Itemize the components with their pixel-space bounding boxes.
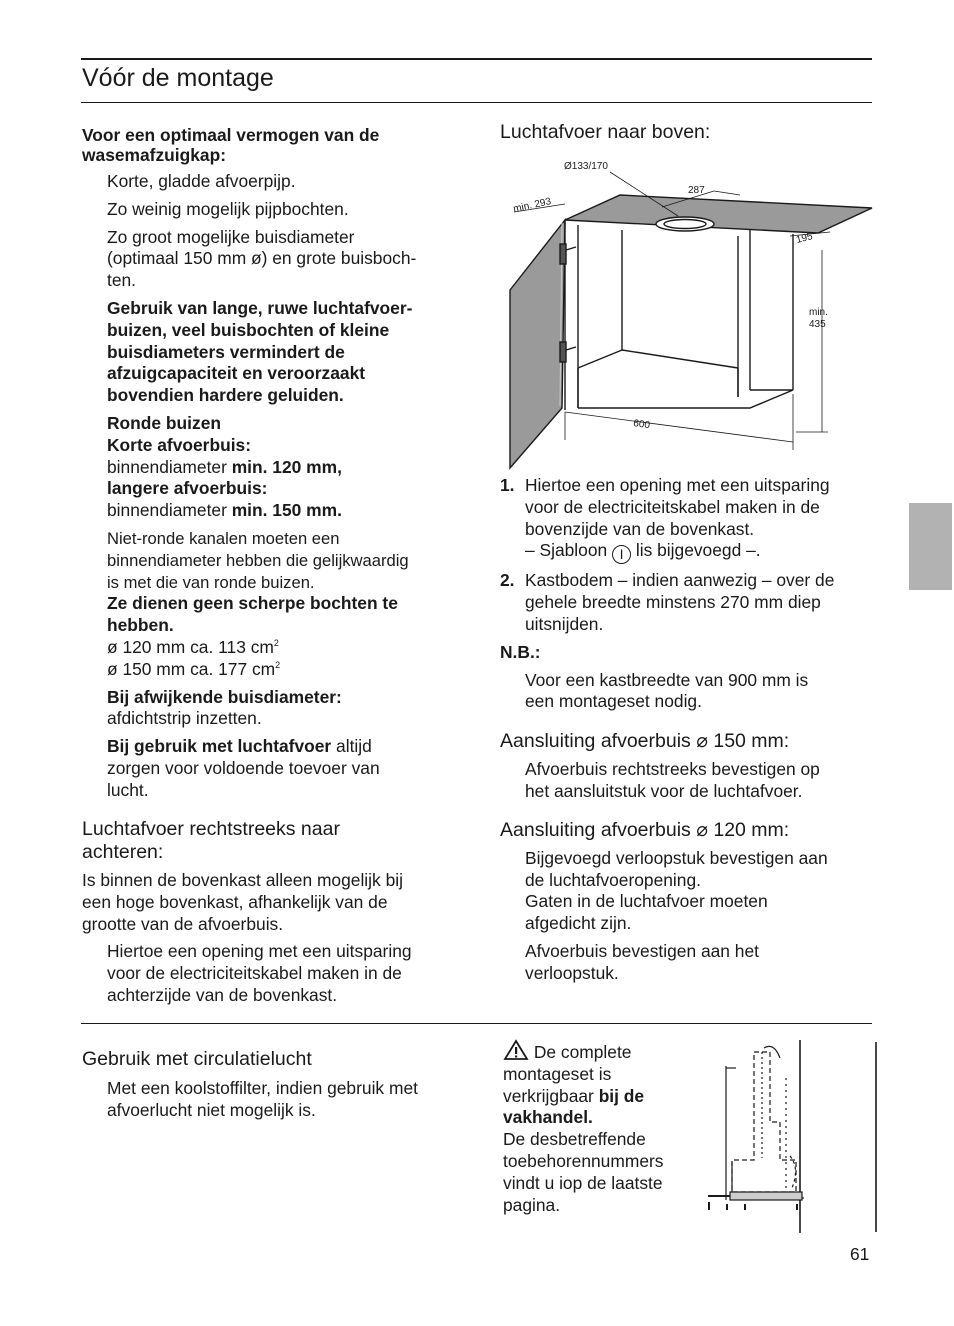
circulation-line: Met een koolstoffilter, indien gebruik met <box>107 1078 418 1098</box>
note-rest-line: De desbetreffende <box>503 1129 646 1150</box>
min150-value: min. 150 mm. <box>231 500 342 521</box>
area-120 <box>82 637 457 659</box>
note-first-text: De complete <box>529 1042 632 1062</box>
back-heading: achteren: <box>82 841 164 863</box>
note-line: montageset is <box>503 1063 612 1084</box>
step-2-line: uitsnijden. <box>525 613 604 634</box>
accessory-note <box>503 1039 703 1216</box>
diagram-label-287: 287 <box>688 185 705 196</box>
step-1-line: voor de electriciteitskabel maken in de <box>525 496 820 517</box>
back-ind-line: Hiertoe een opening met een uitsparing <box>107 941 412 962</box>
step-2 <box>500 570 880 635</box>
intro-heading: Voor een optimaal vermogen van de wasemafzuigkap: <box>82 125 380 165</box>
right-column <box>500 475 880 985</box>
step-2-number: 2. <box>500 570 515 591</box>
circulation-line: afvoerlucht niet mogelijk is. <box>107 1099 316 1120</box>
warning-icon <box>503 1039 529 1061</box>
circulation-section <box>82 1048 457 1122</box>
exhaust-line: lucht. <box>107 779 149 800</box>
circulation-diagram <box>704 1038 880 1234</box>
min120-line <box>82 457 457 479</box>
no-bends-line: hebben. <box>107 615 174 636</box>
min150-line <box>82 500 457 522</box>
note-avail-text: verkrijgbaar <box>503 1085 599 1106</box>
exhaust-line <box>82 736 457 758</box>
step-1 <box>500 475 880 564</box>
top-rule <box>81 58 872 60</box>
min120-value: min. 120 mm, <box>231 456 342 477</box>
step-1-line: bovenzijde van de bovenkast. <box>525 518 755 539</box>
template-pre: – Sjabloon <box>525 540 613 561</box>
exhaust-bold: Bij gebruik met luchtafvoer <box>107 736 332 757</box>
step-1-line: Hiertoe een opening met een uitsparing <box>525 475 830 495</box>
conn120-line: Bijgevoegd verloopstuk bevestigen aan <box>525 847 828 868</box>
title-rule <box>81 102 872 103</box>
conn120-line: afgedicht zijn. <box>525 913 632 934</box>
nonround-line: Niet-ronde kanalen moeten een <box>107 528 340 548</box>
note-rest-line: toebehorennummers <box>503 1150 664 1171</box>
back-para-line: Is binnen de bovenkast alleen mogelijk bij <box>82 870 403 890</box>
inner-diameter-text: binnendiameter <box>107 456 232 477</box>
note-bold-line: vakhandel. <box>503 1107 593 1128</box>
tip-diameter-line: Zo groot mogelijke buisdiameter <box>107 226 355 247</box>
warning-line: bovendien hardere geluiden. <box>107 385 344 406</box>
tip-diameter-line: ten. <box>107 270 137 291</box>
diagram-label-435: 435 <box>809 319 826 330</box>
back-heading: Luchtafvoer rechtstreeks naar <box>82 818 340 840</box>
diagram-label-293: min. 293 <box>512 196 553 215</box>
chapter-tab <box>909 503 952 590</box>
step-2-line: Kastbodem – indien aanwezig – over de <box>525 570 835 591</box>
tip-short-pipe: Korte, gladde afvoerpijp. <box>107 171 296 191</box>
up-heading: Luchtafvoer naar boven: <box>500 121 711 143</box>
exhaust-rest: altijd <box>331 736 372 757</box>
warning-line: buisdiameters vermindert de <box>107 341 345 362</box>
warning-line: afzuigcapaciteit en veroorzaakt <box>107 363 366 384</box>
conn120-heading: Aansluiting afvoerbuis ⌀ 120 mm: <box>500 818 790 841</box>
longer-pipe-label: langere afvoerbuis: <box>107 478 268 499</box>
area-150-text: ø 150 mm ca. 177 cm <box>107 658 276 679</box>
circulation-heading: Gebruik met circulatielucht <box>82 1048 312 1070</box>
template-symbol-icon: I <box>612 545 631 564</box>
page-number: 61 <box>850 1244 870 1264</box>
step-1-number: 1. <box>500 475 515 495</box>
tip-few-bends: Zo weinig mogelijk pijpbochten. <box>107 198 349 219</box>
conn120-line: de luchtafvoeropening. <box>525 869 701 890</box>
nonround-line: is met die van ronde buizen. <box>107 572 315 592</box>
note-rest-line: vindt u iop de laatste <box>503 1172 663 1193</box>
area-120-text: ø 120 mm ca. 113 cm <box>107 636 274 657</box>
inner-diameter-text: binnendiameter <box>107 500 232 521</box>
nb-line: Voor een kastbreedte van 900 mm is <box>525 669 809 690</box>
area-150 <box>82 659 457 681</box>
nb-label: N.B.: <box>500 641 541 662</box>
note-first-line <box>503 1039 703 1064</box>
note-bold: bij de <box>598 1085 645 1106</box>
step-2-line: gehele breedte minstens 270 mm diep <box>525 592 821 613</box>
back-para-line: grootte van de afvoerbuis. <box>82 913 284 934</box>
up-heading-block <box>500 121 880 144</box>
cabinet-diagram <box>500 150 880 475</box>
back-para-line: een hoge bovenkast, afhankelijk van de <box>82 891 388 912</box>
left-column <box>82 125 457 802</box>
template-post: lis bijgevoegd –. <box>631 540 761 561</box>
short-pipe-label: Korte afvoerbuis: <box>107 434 251 455</box>
back-section <box>82 818 457 1007</box>
no-bends-line: Ze dienen geen scherpe bochten te <box>107 593 398 614</box>
diagram-label-min: min. <box>809 307 828 318</box>
round-pipes-label: Ronde buizen <box>107 412 221 433</box>
deviating-text: afdichtstrip inzetten. <box>107 708 262 729</box>
warning-line: Gebruik van lange, ruwe luchtafvoer- <box>107 297 413 318</box>
diagram-label-600: 600 <box>632 418 651 432</box>
conn150-heading: Aansluiting afvoerbuis ⌀ 150 mm: <box>500 730 790 753</box>
conn120-extra-line: verloopstuk. <box>525 962 619 983</box>
section-rule <box>81 1023 872 1024</box>
warning-line: buizen, veel buisbochten of kleine <box>107 319 390 340</box>
diagram-label-diameter: Ø133/170 <box>564 161 608 172</box>
exhaust-line: zorgen voor voldoende toevoer van <box>107 757 380 778</box>
note-avail-line <box>503 1086 703 1108</box>
step-1-template-line <box>525 540 830 564</box>
conn120-extra-line: Afvoerbuis bevestigen aan het <box>525 940 759 961</box>
superscript: 2 <box>275 659 281 670</box>
back-ind-line: achterzijde van de bovenkast. <box>107 984 338 1005</box>
conn120-line: Gaten in de luchtafvoer moeten <box>525 891 768 912</box>
diagram-label-195: 195 <box>795 231 814 246</box>
page-title: Vóór de montage <box>82 64 274 92</box>
deviating-label: Bij afwijkende buisdiameter: <box>107 686 342 707</box>
back-ind-line: voor de electriciteitskabel maken in de <box>107 963 402 984</box>
superscript: 2 <box>273 638 279 649</box>
conn150-line: Afvoerbuis rechtstreeks bevestigen op <box>525 759 820 780</box>
nonround-line: binnendiameter hebben die gelijkwaardig <box>107 550 409 570</box>
tip-diameter-line: (optimaal 150 mm ø) en grote buisboch- <box>107 248 417 269</box>
note-rest-line: pagina. <box>503 1194 561 1215</box>
conn150-line: het aansluitstuk voor de luchtafvoer. <box>525 780 803 801</box>
nb-line: een montageset nodig. <box>525 691 702 712</box>
